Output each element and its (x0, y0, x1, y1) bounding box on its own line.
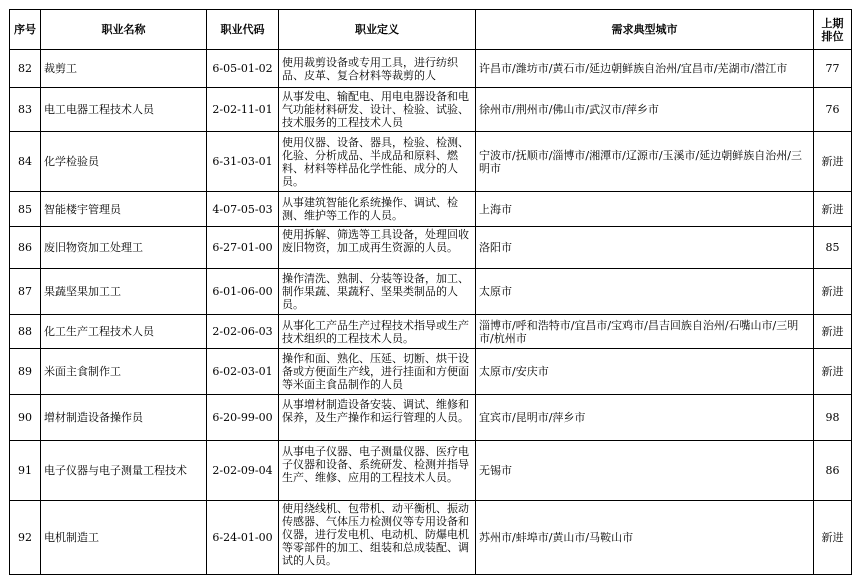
table-row (10, 227, 852, 269)
row-no: 83 (10, 88, 41, 132)
row-definition (279, 192, 476, 227)
row-definition-text: 使用仪器、设备、器具，检验、检测、化验、分析成品、半成品和原料、燃料、材料等样品化学性能、成分的人员。 (282, 135, 469, 188)
row-rank: 新进 (814, 132, 852, 192)
row-cities: 太原市 (476, 269, 814, 315)
row-no: 85 (10, 192, 41, 227)
row-rank: 新进 (814, 349, 852, 395)
table-row (10, 50, 852, 88)
row-rank: 76 (814, 88, 852, 132)
row-definition (279, 441, 476, 501)
row-definition-text: 操作和面、熟化、压延、切断、烘干设备或方便面生产线，进行挂面和方便面等米面主食品制作的人员 (282, 352, 469, 391)
row-no: 88 (10, 315, 41, 349)
row-cities: 宜宾市/昆明市/萍乡市 (476, 395, 814, 441)
row-name: 废旧物资加工处理工 (41, 227, 207, 269)
row-code: 2-02-06-03 (207, 315, 279, 349)
row-name: 智能楼宇管理员 (41, 192, 207, 227)
row-definition-text: 从事化工产品生产过程技术指导或生产技术组织的工程技术人员。 (282, 318, 469, 345)
row-code: 6-05-01-02 (207, 50, 279, 88)
row-definition (279, 315, 476, 349)
row-name: 电机制造工 (41, 501, 207, 575)
row-definition (279, 88, 476, 132)
row-definition-text: 从事电子仪器、电子测量仪器、医疗电子仪器和设备、系统研发、检测并指导生产、维修、应用的工程技术人员。 (282, 444, 469, 484)
header-definition: 职业定义 (279, 10, 476, 50)
row-cities: 宁波市/抚顺市/淄博市/湘潭市/辽源市/玉溪市/延边朝鲜族自治州/三明市 (476, 132, 814, 192)
row-name: 化学检验员 (41, 132, 207, 192)
row-definition-text: 从事建筑智能化系统操作、调试、检测、维护等工作的人员。 (282, 196, 458, 222)
row-no: 91 (10, 441, 41, 501)
header-name: 职业名称 (41, 10, 207, 50)
row-no: 87 (10, 269, 41, 315)
row-name: 果蔬坚果加工工 (41, 269, 207, 315)
row-no: 84 (10, 132, 41, 192)
row-definition (279, 227, 476, 269)
table-row (10, 395, 852, 441)
row-definition-text: 操作清洗、熟制、分装等设备，加工、制作果蔬、果蔬籽、坚果类制品的人员。 (282, 272, 469, 311)
table-row (10, 441, 852, 501)
row-name: 化工生产工程技术人员 (41, 315, 207, 349)
row-no: 92 (10, 501, 41, 575)
row-name: 增材制造设备操作员 (41, 395, 207, 441)
row-cities: 洛阳市 (476, 227, 814, 269)
row-name: 米面主食制作工 (41, 349, 207, 395)
header-code: 职业代码 (207, 10, 279, 50)
row-cities: 无锡市 (476, 441, 814, 501)
table-row (10, 269, 852, 315)
row-cities: 许昌市/潍坊市/黄石市/延边朝鲜族自治州/宜昌市/芜湖市/潜江市 (476, 50, 814, 88)
row-definition (279, 395, 476, 441)
row-name: 电子仪器与电子测量工程技术 (41, 441, 207, 501)
row-cities: 苏州市/蚌埠市/黄山市/马鞍山市 (476, 501, 814, 575)
row-code: 2-02-11-01 (207, 88, 279, 132)
occupation-table (9, 9, 852, 575)
row-code: 6-20-99-00 (207, 395, 279, 441)
row-rank: 新进 (814, 315, 852, 349)
row-no: 89 (10, 349, 41, 395)
row-definition (279, 269, 476, 315)
header-row (10, 10, 852, 50)
row-definition-text: 使用绕线机、包带机、动平衡机、振动传感器、气体压力检测仪等专用设备和仪器，进行发电机、电动机、防爆电机等零部件的加工、组装和总成装配、调试的人员。 (282, 501, 469, 567)
row-name: 电工电器工程技术人员 (41, 88, 207, 132)
row-rank: 新进 (814, 501, 852, 575)
table-row (10, 501, 852, 575)
table-row (10, 349, 852, 395)
row-cities: 太原市/安庆市 (476, 349, 814, 395)
row-code: 6-31-03-01 (207, 132, 279, 192)
row-cities: 淄博市/呼和浩特市/宜昌市/宝鸡市/昌吉回族自治州/石嘴山市/三明市/杭州市 (476, 315, 814, 349)
row-definition (279, 132, 476, 192)
row-code: 6-01-06-00 (207, 269, 279, 315)
row-rank: 85 (814, 227, 852, 269)
row-definition (279, 501, 476, 575)
row-definition-text: 使用裁剪设备或专用工具，进行纺织品、皮革、复合材料等裁剪的人 (282, 55, 458, 82)
row-rank: 新进 (814, 269, 852, 315)
table-row (10, 192, 852, 227)
row-code: 6-27-01-00 (207, 227, 279, 269)
row-code: 4-07-05-03 (207, 192, 279, 227)
row-definition-text: 从事发电、输配电、用电电器设备和电气功能材料研发、设计、检验、试验、技术服务的工程技术人员 (282, 90, 469, 129)
row-cities: 上海市 (476, 192, 814, 227)
header-rank: 上期排位 (814, 10, 852, 50)
row-definition (279, 50, 476, 88)
table-row (10, 88, 852, 132)
row-rank: 86 (814, 441, 852, 501)
row-code: 2-02-09-04 (207, 441, 279, 501)
row-code: 6-24-01-00 (207, 501, 279, 575)
header-no: 序号 (10, 10, 41, 50)
header-cities: 需求典型城市 (476, 10, 814, 50)
row-definition-text: 从事增材制造设备安装、调试、维修和保养，及生产操作和运行管理的人员。 (282, 398, 469, 424)
table-row (10, 315, 852, 349)
row-rank: 98 (814, 395, 852, 441)
table-row (10, 132, 852, 192)
row-rank: 77 (814, 50, 852, 88)
row-definition-text: 使用拆解、筛选等工具设备，处理回收废旧物资，加工成再生资源的人员。 (282, 228, 469, 254)
row-cities: 徐州市/荆州市/佛山市/武汉市/萍乡市 (476, 88, 814, 132)
row-no: 82 (10, 50, 41, 88)
row-definition (279, 349, 476, 395)
row-rank: 新进 (814, 192, 852, 227)
row-no: 90 (10, 395, 41, 441)
row-name: 裁剪工 (41, 50, 207, 88)
row-no: 86 (10, 227, 41, 269)
row-code: 6-02-03-01 (207, 349, 279, 395)
